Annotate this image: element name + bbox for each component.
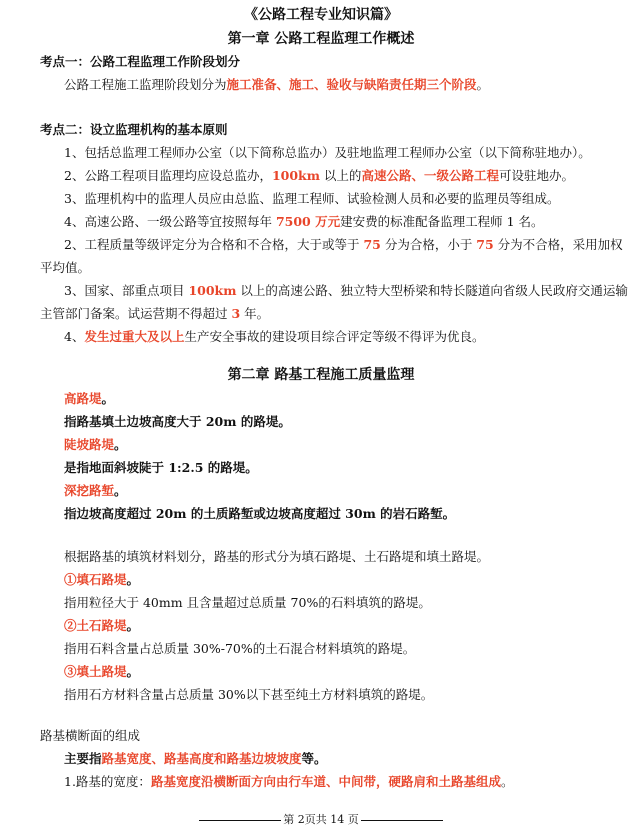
fill-material-intro: 根据路基的填筑材料划分，路基的形式分为填石路堤、土石路堤和填土路堤。 (64, 549, 490, 564)
term-rock-fill-def: 指用粒径大于 40mm 且含量超过总质量 70%的石料填筑的路堤。 (64, 595, 431, 610)
kaodian-1-heading: 考点一：公路工程监理工作阶段划分 (40, 54, 241, 69)
kaodian-2-heading: 考点二：设立监理机构的基本原则 (40, 122, 228, 137)
kaodian-2-item-6: 3、国家、部重点项目 100km 以上的高速公路、独立特大型桥梁和特长隧道向省级人民政府交通运输 (64, 283, 628, 298)
chapter-1-heading: 第一章 公路工程监理工作概述 (227, 31, 415, 47)
kaodian-2-item-2: 2、公路工程项目监理均应设总监办，100km 以上的高速公路、一级公路工程可设驻地办。 (64, 168, 574, 183)
kaodian-2-item-1: 1、包括总监理工程师办公室（以下简称总监办）及驻地监理工程师办公室（以下简称驻地办）。 (64, 145, 591, 160)
chapter-2-heading: 第二章 路基工程施工质量监理 (227, 367, 415, 383)
term-steep-slope-embankment-def: 是指地面斜坡陡于 1:2.5 的路堤。 (64, 460, 258, 475)
kaodian-2-item-5: 2、工程质量等级评定分为合格和不合格，大于或等于 75 分为合格，小于 75 分为不合格，采用加权 (64, 237, 623, 252)
cross-section-main: 主要指路基宽度、路基高度和路基边坡坡度等。 (64, 751, 327, 766)
footer-rule-left (199, 820, 281, 821)
term-earth-fill-def: 指用石方材料含量占总质量 30%以下甚至纯土方材料填筑的路堤。 (64, 687, 434, 702)
kaodian-2-item-7: 4、发生过重大及以上生产安全事故的建设项目综合评定等级不得评为优良。 (64, 329, 485, 344)
term-deep-cutting-def: 指边坡高度超过 20m 的土质路堑或边坡高度超过 30m 的岩石路堑。 (64, 506, 456, 521)
term-high-embankment-def: 指路基填土边坡高度大于 20m 的路堤。 (64, 414, 291, 429)
term-high-embankment: 高路堤。 (64, 391, 115, 406)
cross-section-width: 1.路基的宽度：路基宽度沿横断面方向由行车道、中间带，硬路肩和土路基组成。 (64, 774, 514, 789)
kaodian-2-item-6-cont: 主管部门备案。试运营期不得超过 3 年。 (40, 306, 270, 321)
page-footer (0, 812, 642, 828)
page-number: 第 2页共 14 页 (283, 813, 359, 826)
term-steep-slope-embankment: 陡坡路堤。 (64, 437, 127, 452)
footer-rule-right (361, 820, 443, 821)
kaodian-2-item-3: 3、监理机构中的监理人员应由总监、监理工程师、试验检测人员和必要的监理员等组成。 (64, 191, 560, 206)
document-title: 《公路工程专业知识篇》 (244, 7, 398, 23)
kaodian-1-paragraph: 公路工程施工监理阶段划分为施工准备、施工、验收与缺陷责任期三个阶段。 (64, 77, 490, 92)
term-earth-fill: ③填土路堤。 (64, 664, 140, 679)
term-rock-fill: ①填石路堤。 (64, 572, 140, 587)
cross-section-heading: 路基横断面的组成 (40, 728, 141, 743)
term-deep-cutting: 深挖路堑。 (64, 483, 127, 498)
term-earth-rock-fill-def: 指用石料含量占总质量 30%-70%的土石混合材料填筑的路堤。 (64, 641, 416, 656)
kaodian-2-item-4: 4、高速公路、一级公路等宜按照每年 7500 万元建安费的标准配备监理工程师 1 名。 (64, 214, 544, 229)
kaodian-2-item-5-cont: 平均值。 (40, 260, 91, 275)
term-earth-rock-fill: ②土石路堤。 (64, 618, 140, 633)
